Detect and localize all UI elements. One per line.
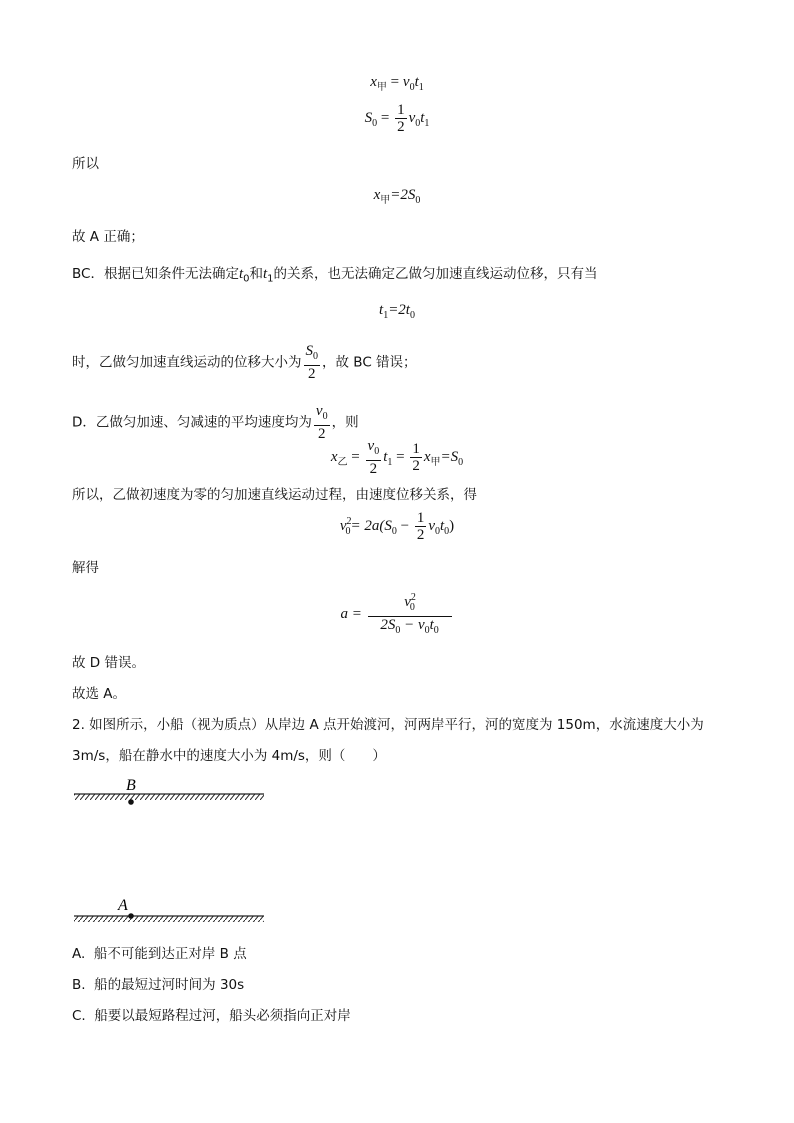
- text-d-analysis: D．乙做匀加速、匀减速的平均速度均为 $\frac{v_0}{2}$ ，则: [72, 403, 359, 442]
- label-b: B: [126, 777, 136, 794]
- equation-s0: $S_0$ = $\frac{1}{2}$ $v_0t_1$: [364, 102, 430, 135]
- text-bc-analysis: BC．根据已知条件无法确定$t_0$和$t_1$的关系，也无法确定乙做匀加速直线运动位移，只有当: [72, 266, 598, 285]
- text-d-wrong: 故 D 错误。: [72, 655, 145, 671]
- point-b: [128, 799, 134, 805]
- question-2-line-1: 2. 如图所示，小船（视为质点）从岸边 A 点开始渡河，河两岸平行，河的宽度为 150m，水流速度大小为: [72, 717, 704, 733]
- option-c: C. 船要以最短路程过河，船头必须指向正对岸: [72, 1008, 351, 1024]
- top-bank-hatch: [74, 794, 264, 800]
- point-a: [128, 913, 134, 919]
- option-b: B. 船的最短过河时间为 30s: [72, 977, 245, 993]
- equation-x-yi: $x_乙$ = $\frac{v_0}{2}$ $t_1$ = $\frac{1}{2}$ $x_甲=S_0$: [330, 438, 464, 477]
- label-a: A: [118, 897, 128, 914]
- river-figure: [60, 770, 280, 930]
- bottom-bank-hatch: [74, 916, 264, 922]
- equation-t1-2t0: $t_1=2t_0$: [379, 302, 415, 321]
- equation-x-jia-2s0: $x_甲=2S_0$: [373, 187, 421, 206]
- text-choose-a: 故选 A。: [72, 686, 127, 702]
- option-a: A. 船不可能到达正对岸 B 点: [72, 946, 247, 962]
- equation-a: a = $\frac{v^2_0}{2S_0 - v_0t_0}$: [0, 590, 794, 639]
- equation-x-jia: $x_甲 = v_0t_1$: [370, 74, 424, 93]
- equation-v0-squared: $v^2_0= 2a(S_0$ − $\frac{1}{2}$ $v_0t_0$): [339, 510, 455, 543]
- text-a-correct: 故 A 正确；: [72, 229, 144, 245]
- text-bc-conclusion: 时，乙做匀加速直线运动的位移大小为 $\frac{S_0}{2}$ ，故 BC 错误；: [72, 343, 417, 382]
- text-suoyi-velocity: 所以，乙做初速度为零的匀加速直线运动过程，由速度位移关系，得: [72, 487, 477, 503]
- question-2-line-2: 3m/s，船在静水中的速度大小为 4m/s，则（ ）: [72, 748, 386, 764]
- text-suoyi: 所以: [72, 156, 99, 172]
- text-jiede: 解得: [72, 560, 99, 576]
